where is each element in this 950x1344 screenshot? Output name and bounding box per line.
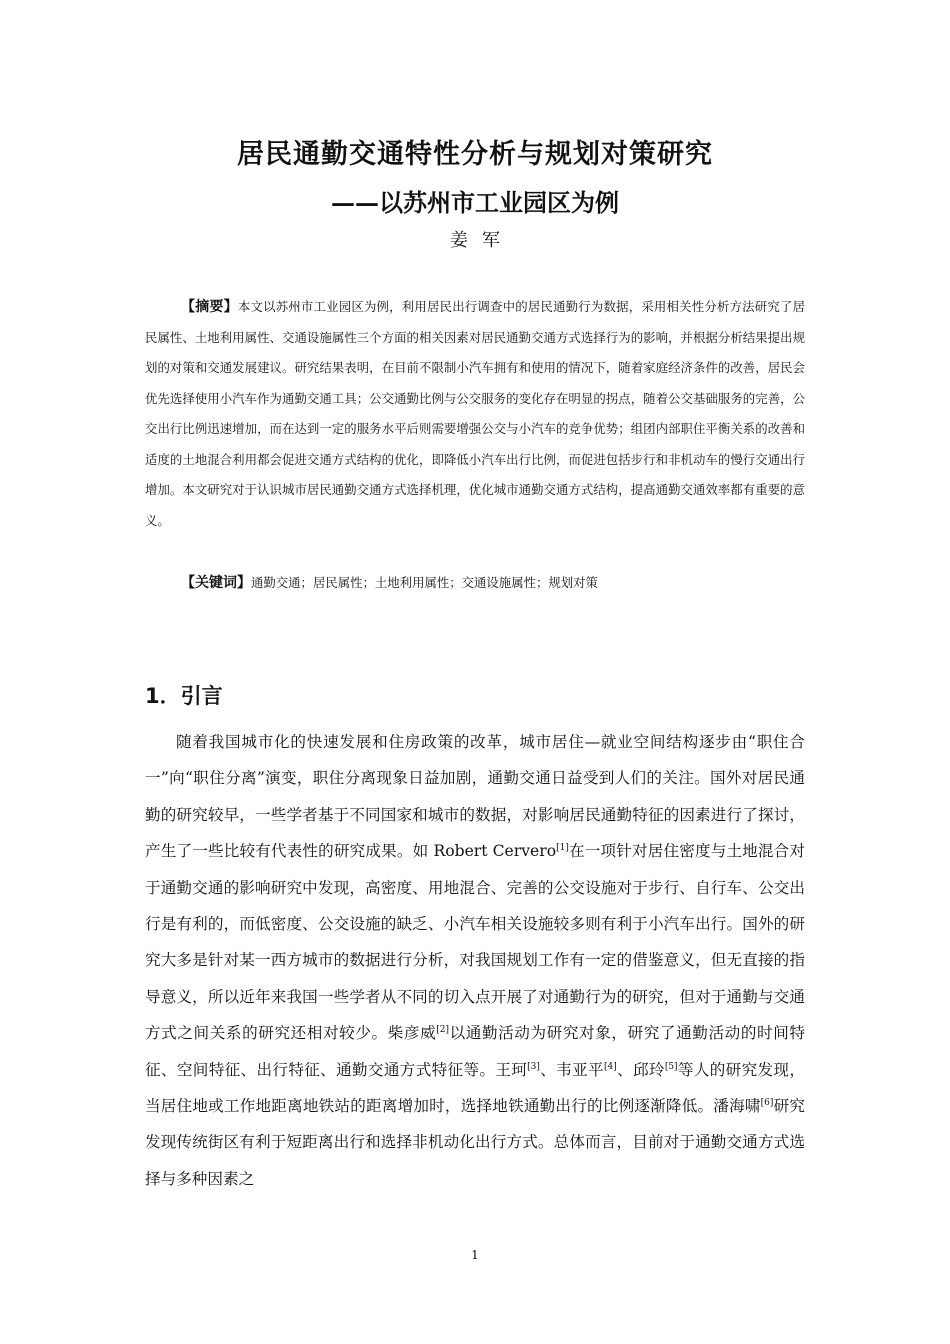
body-text-segment: 随着我国城市化的快速发展和住房政策的改革，城市居住—就业空间结构逐步由“职住合一”向“职住分离”演变，职住分离现象日益加剧，通勤交通日益受到人们的关注。国外对居民通勤的研究较早，一些学者基于不同国家和城市的数据，对影响居民通勤特征的因素进行了探讨，产生了一些比较有代表性的研究成果。如 Robert Cervero — [145, 733, 805, 861]
keywords-label: 【关键词】 — [181, 575, 251, 591]
body-text-segment: 等人的研究发现，当居住地或工作地距离地铁站的距离增加时，选择地铁通勤出行的比例逐渐降低。潘海啸 — [145, 1060, 805, 1116]
body-text-segment: 、邱玲 — [616, 1060, 665, 1079]
citation-2: [2] — [436, 1025, 449, 1036]
citation-5: [5] — [664, 1061, 678, 1072]
abstract-label: 【摘要】 — [181, 299, 238, 315]
citation-4: [4] — [603, 1061, 617, 1072]
section-heading-introduction: 1．引言 — [145, 684, 223, 708]
abstract — [145, 292, 805, 536]
paper-subtitle: ——以苏州市工业园区为例 — [331, 188, 619, 217]
citation-3: [3] — [527, 1061, 540, 1072]
author-name: 姜军 — [450, 230, 514, 251]
body-text-segment: 在一项针对居住密度与土地混合对于通勤交通的影响研究中发现，高密度、用地混合、完善的公交设施对于步行、自行车、公交出行是有利的，而低密度、公交设施的缺乏、小汽车相关设施较多则有利于小汽车出行。国外的研究大多是针对某一西方城市的数据进行分析，对我国规划工作有一定的借鉴意义，但无直接的指导意义，所以近年来我国一些学者从不同的切入点开展了对通勤行为的研究，但对于通勤与交通方式之间关系的研究还相对较少。柴彦威 — [145, 842, 805, 1043]
introduction-paragraph — [145, 724, 805, 1197]
citation-6: [6] — [760, 1097, 774, 1108]
paper-title: 居民通勤交通特性分析与规划对策研究 — [237, 139, 713, 170]
page-number: 1 — [471, 1248, 479, 1262]
keywords — [145, 568, 805, 598]
abstract-text: 本文以苏州市工业园区为例，利用居民出行调查中的居民通勤行为数据，采用相关性分析方法研究了居民属性、土地利用属性、交通设施属性三个方面的相关因素对居民通勤交通方式选择行为的影响，并根据分析结果提出规划的对策和交通发展建议。研究结果表明，在目前不限制小汽车拥有和使用的情况下，随着家庭经济条件的改善，居民会优先选择使用小汽车作为通勤交通工具；公交通勤比例与公交服务的变化存在明显的拐点，随着公交基础服务的完善，公交出行比例迅速增加，而在达到一定的服务水平后则需要增强公交与小汽车的竞争优势；组团内部职住平衡关系的改善和适度的土地混合利用都会促进交通方式结构的优化，即降低小汽车出行比例，而促进包括步行和非机动车的慢行交通出行增加。本文研究对于认识城市居民通勤交通方式选择机理，优化城市通勤交通方式结构，提高通勤交通效率都有重要的意义。 — [145, 299, 806, 528]
body-text-segment: 、韦亚平 — [539, 1060, 604, 1079]
body-text-segment: 研究发现传统街区有利于短距离出行和选择非机动化出行方式。总体而言，目前对于通勤交通方式选择与多种因素之 — [145, 1097, 805, 1188]
keywords-text: 通勤交通；居民属性；土地利用属性；交通设施属性；规划对策 — [251, 575, 598, 590]
body-text-segment: 以通勤活动为研究对象，研究了通勤活动的时间特征、空间特征、出行特征、通勤交通方式特征等。王珂 — [145, 1024, 805, 1079]
citation-1: [1] — [556, 843, 569, 854]
